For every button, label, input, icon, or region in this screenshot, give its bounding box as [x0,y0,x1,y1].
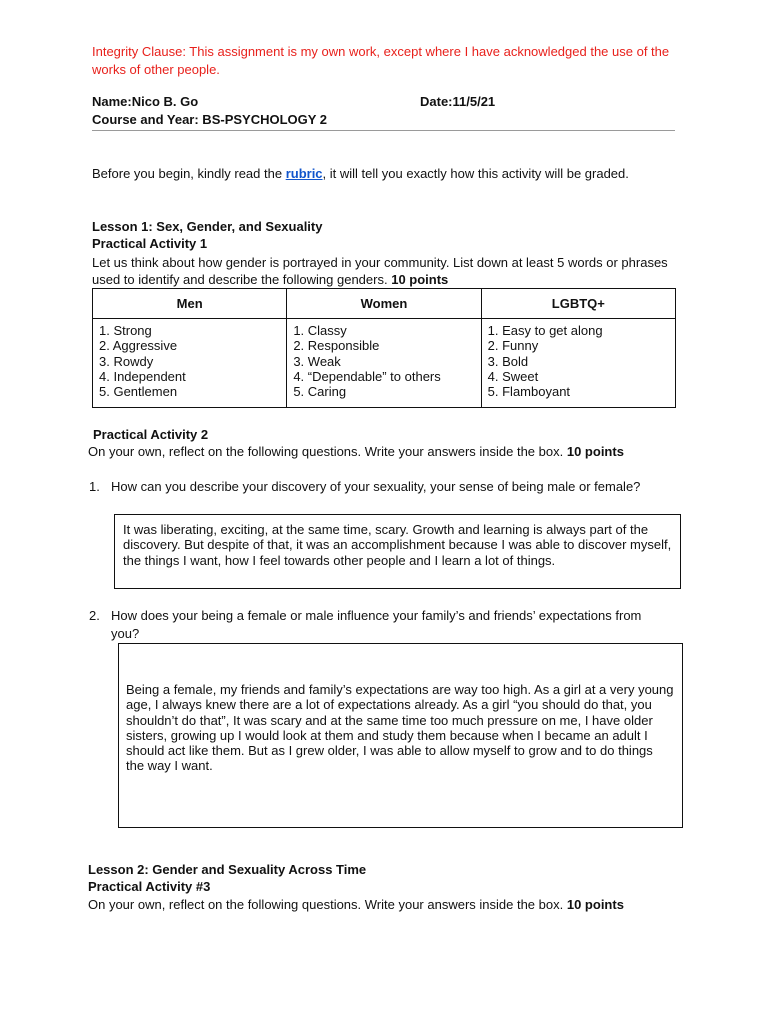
activity1-title: Practical Activity 1 [92,236,208,251]
list-item: 4. “Dependable” to others [293,368,441,384]
list-item: 4. Independent [99,368,186,384]
question-number: 1. [89,479,100,494]
list-item: 1. Easy to get along [487,323,603,338]
lesson1-title: Lesson 1: Sex, Gender, and Sexuality [92,219,323,234]
list-item: 5. Flamboyant [487,384,571,400]
intro-text-before: Before you begin, kindly read the [92,166,286,181]
activity2-instructions: On your own, reflect on the following questions. Write your answers inside the box. [88,444,564,459]
table-header-row [93,289,676,319]
activity2-description [88,444,624,460]
activity1-instructions: Let us think about how gender is portrayed in your community. List down at least 5 words or phrases used to identify and describe the following genders. [92,255,668,287]
column-header-men: Men [93,289,287,319]
activity2-points: 10 points [566,444,624,459]
activity3-points: 10 points [566,897,624,912]
list-item: 3. Rowdy [99,353,154,369]
women-descriptors-cell[interactable] [287,319,481,408]
integrity-clause: Integrity Clause: This assignment is my own work, except where I have acknowledged the use of the works of other people. [92,44,670,77]
column-header-women: Women [287,289,481,319]
course-year: Course and Year: BS-PSYCHOLOGY 2 [92,112,328,127]
list-item: 1. Strong [99,323,152,338]
intro-text-after: , it will tell you exactly how this activity will be graded. [322,166,629,181]
activity3-title: Practical Activity #3 [88,879,211,894]
answer-box-1[interactable] [114,514,681,589]
activity2-title: Practical Activity 2 [93,427,209,442]
header-divider [92,130,675,131]
answer-box-2[interactable] [118,643,683,828]
list-item: 4. Sweet [487,368,539,384]
student-name: Name:Nico B. Go [92,94,199,109]
answer-text: Being a female, my friends and family’s expectations are way too high. As a girl at a very young age, I always knew there are a lot of expectations already. As a girl “you should do that, you shouldn’t do that”, It was scary and at the same time too much pressure on me, I have older sisters, growing up I would look at them and study them because when I became an adult I should act like them. But as I grew older, I was able to allow myself to grow and to do things the way I want. [126,682,674,774]
column-header-lgbtq: LGBTQ+ [481,289,675,319]
list-item: 1. Classy [293,323,347,338]
list-item: 3. Weak [293,353,341,369]
activity1-points: 10 points [391,272,449,287]
intro-paragraph [92,165,672,183]
list-item: 3. Bold [487,353,529,369]
activity1-description [92,254,682,288]
question-number: 2. [89,608,100,623]
gender-descriptors-table [92,288,676,408]
list-item: 2. Funny [487,338,539,354]
activity3-instructions: On your own, reflect on the following questions. Write your answers inside the box. [88,897,564,912]
question-text: How can you describe your discovery of your sexuality, your sense of being male or female? [111,479,641,494]
rubric-link[interactable]: rubric [285,166,323,181]
list-item: 5. Gentlemen [99,384,178,400]
name-date-row [92,94,672,110]
activity3-description [88,897,624,913]
lesson2-title: Lesson 2: Gender and Sexuality Across Time [88,862,367,877]
lgbtq-descriptors-cell[interactable] [481,319,675,408]
submission-date: Date:11/5/21 [420,94,496,109]
list-item: 2. Aggressive [99,338,178,354]
list-item: 5. Caring [293,384,347,400]
list-item: 2. Responsible [293,338,380,354]
table-row [93,319,676,408]
answer-text: It was liberating, exciting, at the same time, scary. Growth and learning is always part of the discovery. But despite of that, it was an accomplishment because I was able to discover myself, the things I want, how I feel towards other people and I learn a lot of things. [123,522,672,568]
men-descriptors-cell[interactable] [93,319,287,408]
question-text: How does your being a female or male influence your family’s and friends’ expectations from you? [111,608,642,641]
